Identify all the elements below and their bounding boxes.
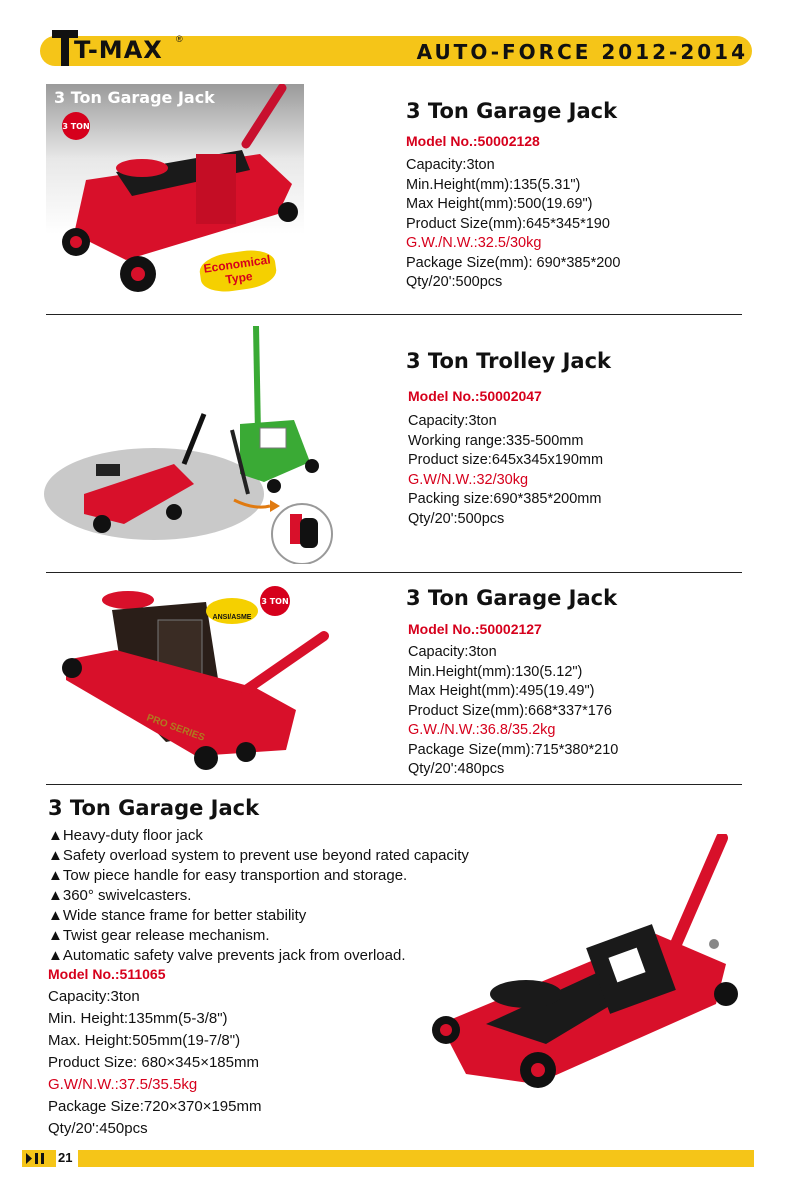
model-number: Model No.:50002128 [406, 133, 540, 149]
spec-line: Product Size: 680×345×185mm [48, 1054, 259, 1071]
footer-bar [78, 1150, 754, 1167]
capacity-badge: 3 TON [62, 112, 90, 140]
weight-line: G.W./N.W.:32.5/30kg [406, 235, 542, 251]
spec-list [408, 412, 603, 529]
spec-line: Max Height(mm):500(19.69") [406, 196, 593, 212]
product-image-3 [56, 580, 336, 776]
page-header-title: AUTO-FORCE 2012-2014 [416, 40, 748, 64]
product-title: 3 Ton Trolley Jack [406, 349, 611, 373]
model-number: Model No.:511065 [48, 966, 166, 982]
section-divider [46, 572, 742, 573]
spec-line: Qty/20':500pcs [406, 274, 503, 290]
spec-line: Min.Height(mm):135(5.31") [406, 176, 581, 193]
spec-line: Product size:645x345x190mm [408, 452, 604, 468]
feature-item: ▲Automatic safety valve prevents jack from overload. [48, 947, 406, 964]
spec-line: Min.Height(mm):130(5.12") [408, 663, 583, 680]
image-label: 3 Ton Garage Jack [54, 88, 215, 107]
product-title: 3 Ton Garage Jack [406, 99, 618, 123]
product-image-2 [44, 324, 344, 564]
product-image-1 [46, 84, 304, 302]
feature-item: ▲360° swivelcasters. [48, 887, 192, 904]
registered-mark: ® [176, 34, 183, 44]
spec-line: Max Height(mm):495(19.49") [408, 683, 595, 699]
feature-list [48, 826, 469, 966]
feature-item: ▲Heavy-duty floor jack [48, 827, 203, 844]
footer-arrow-tab [22, 1150, 56, 1167]
spec-line: Packing size:690*385*200mm [408, 491, 602, 507]
svg-text:PRO SERIES: PRO SERIES [144, 712, 207, 744]
weight-line: G.W./N.W.:36.8/35.2kg [408, 722, 556, 738]
spec-line: Min. Height:135mm(5-3/8") [48, 1010, 228, 1027]
product-image-4 [426, 834, 752, 1094]
arrow-marks-icon [22, 1150, 56, 1167]
feature-item: ▲Wide stance frame for better stability [48, 907, 307, 924]
spec-line: Working range:335-500mm [408, 432, 584, 449]
product-title: 3 Ton Garage Jack [48, 796, 260, 820]
logo-text: T-MAX [74, 36, 163, 64]
spec-line: Package Size:720×370×195mm [48, 1098, 262, 1115]
tmax-logo [48, 26, 188, 72]
spec-line: Qty/20':480pcs [408, 761, 505, 777]
spec-list [406, 156, 620, 293]
feature-item: ▲Safety overload system to prevent use beyond rated capacity [48, 847, 469, 864]
spec-line: Product Size(mm):645*345*190 [406, 215, 610, 232]
model-number: Model No.:50002127 [408, 621, 542, 637]
spec-line: Qty/20':450pcs [48, 1120, 148, 1137]
spec-line: Capacity:3ton [406, 157, 495, 173]
model-number: Model No.:50002047 [408, 388, 542, 404]
spec-list [48, 986, 261, 1140]
ansi-asme-sticker: ANSI/ASME [206, 598, 258, 624]
spec-line: Capacity:3ton [408, 413, 497, 429]
spec-line: Capacity:3ton [48, 988, 140, 1005]
section-divider [46, 314, 742, 315]
feature-item: ▲Tow piece handle for easy transportion and storage. [48, 867, 408, 884]
spec-line: Capacity:3ton [408, 644, 497, 660]
feature-item: ▲Twist gear release mechanism. [48, 927, 270, 944]
spec-line: Package Size(mm):715*380*210 [408, 741, 619, 758]
spec-line: Product Size(mm):668*337*176 [408, 702, 612, 719]
spec-list [408, 643, 618, 780]
economical-type-sticker: Economical Type [198, 247, 279, 295]
spec-line: Max. Height:505mm(19-7/8") [48, 1032, 241, 1049]
weight-line: G.W/N.W.:37.5/35.5kg [48, 1076, 198, 1093]
product-title: 3 Ton Garage Jack [406, 586, 618, 610]
spec-line: Package Size(mm): 690*385*200 [406, 254, 621, 271]
spec-line: Qty/20':500pcs [408, 510, 505, 527]
capacity-badge: 3 TON [260, 586, 290, 616]
section-divider [46, 784, 742, 785]
weight-line: G.W/N.W.:32/30kg [408, 471, 529, 488]
page-number: 21 [58, 1150, 73, 1165]
